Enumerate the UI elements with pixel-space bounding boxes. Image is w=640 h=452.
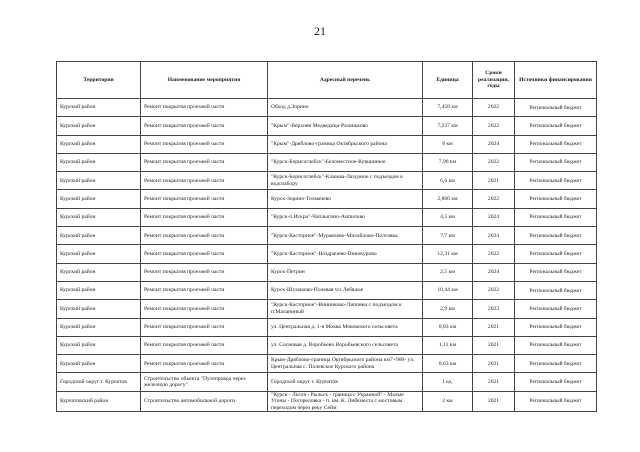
cell-term: 2021 xyxy=(473,336,515,354)
header-unit: Единица xyxy=(423,62,473,99)
table-row xyxy=(57,245,597,263)
header-row xyxy=(57,62,597,99)
table-row xyxy=(57,300,597,318)
cell-territory: Курский район xyxy=(57,227,141,245)
cell-territory: Курчатовский район xyxy=(57,391,141,411)
cell-measure: Ремонт покрытия проезжей части xyxy=(141,117,268,135)
cell-financing: Региональный бюджет xyxy=(515,281,597,299)
cell-address: ул. Сосновая д. Воробьево Воробьевского сельсовета xyxy=(268,336,423,354)
cell-territory: Курский район xyxy=(57,263,141,281)
cell-measure: Ремонт покрытия проезжей части xyxy=(141,281,268,299)
cell-territory: Курский район xyxy=(57,300,141,318)
table-row xyxy=(57,227,597,245)
cell-measure: Ремонт покрытия проезжей части xyxy=(141,208,268,226)
cell-measure: Строительство автомобильной дороги xyxy=(141,391,268,411)
table-body xyxy=(57,99,597,412)
cell-unit: 12,31 км xyxy=(423,245,473,263)
cell-financing: Региональный бюджет xyxy=(515,318,597,336)
cell-measure: Ремонт покрытия проезжей части xyxy=(141,172,268,190)
table-row xyxy=(57,355,597,373)
cell-territory: Курский район xyxy=(57,135,141,153)
cell-address: "Курск - Льгов - Рыльск - граница с Украиной" - Малые Угоны - Погореловка - п. им. К. Либкнехта с мостовым переходом через реку Сейм xyxy=(268,391,423,411)
cell-term: 2022 xyxy=(473,153,515,171)
table-row xyxy=(57,172,597,190)
page-number: 21 xyxy=(314,24,326,38)
header-territory: Территория xyxy=(57,62,141,99)
cell-territory: Курский район xyxy=(57,153,141,171)
table-row xyxy=(57,117,597,135)
table-row xyxy=(57,190,597,208)
cell-term: 2022 xyxy=(473,99,515,117)
cell-financing: Региональный бюджет xyxy=(515,227,597,245)
cell-measure: Ремонт покрытия проезжей части xyxy=(141,135,268,153)
cell-measure: Ремонт покрытия проезжей части xyxy=(141,336,268,354)
cell-territory: Курский район xyxy=(57,208,141,226)
cell-territory: Курский район xyxy=(57,117,141,135)
cell-financing: Региональный бюджет xyxy=(515,245,597,263)
cell-financing: Региональный бюджет xyxy=(515,172,597,190)
cell-address: Курск-Зорино-Толмачево xyxy=(268,190,423,208)
header-term: Сроки реализации, годы xyxy=(473,62,515,99)
cell-territory: Городской округ г. Курчатов xyxy=(57,373,141,391)
cell-unit: 4,5 км xyxy=(423,208,473,226)
cell-term: 2022 xyxy=(473,281,515,299)
cell-territory: Курский район xyxy=(57,245,141,263)
road-works-table xyxy=(56,61,597,412)
table-header xyxy=(57,62,597,99)
cell-term: 2024 xyxy=(473,263,515,281)
cell-address: Городской округ г. Курчатов xyxy=(268,373,423,391)
cell-address: ул. Центральная д. 1-я Моква Моковского сельсовета xyxy=(268,318,423,336)
cell-address: "Курск-Касторное"-Ноздрачево-Винокурово xyxy=(268,245,423,263)
cell-unit: 0,83 км xyxy=(423,318,473,336)
cell-unit: 6,6 км xyxy=(423,172,473,190)
cell-financing: Региональный бюджет xyxy=(515,208,597,226)
cell-territory: Курский район xyxy=(57,99,141,117)
cell-territory: Курский район xyxy=(57,355,141,373)
cell-unit: 2,9 км xyxy=(423,300,473,318)
table-row xyxy=(57,99,597,117)
cell-address: "Курск-п.Искра"-Чаплыгино-Анпилово xyxy=(268,208,423,226)
cell-measure: Ремонт покрытия проезжей части xyxy=(141,263,268,281)
cell-financing: Региональный бюджет xyxy=(515,153,597,171)
cell-term: 2021 xyxy=(473,172,515,190)
cell-term: 2022 xyxy=(473,117,515,135)
cell-territory: Курский район xyxy=(57,172,141,190)
cell-unit: 2 км xyxy=(423,391,473,411)
cell-unit: 7,458 км xyxy=(423,99,473,117)
cell-financing: Региональный бюджет xyxy=(515,117,597,135)
cell-unit: 7,237 км xyxy=(423,117,473,135)
cell-measure: Ремонт покрытия проезжей части xyxy=(141,318,268,336)
cell-territory: Курский район xyxy=(57,336,141,354)
cell-financing: Региональный бюджет xyxy=(515,135,597,153)
cell-address: Крым-Дряблово-граница Октябрьского района км7+900- ул. Центральная с. Полевское Курского района xyxy=(268,355,423,373)
cell-measure: Ремонт покрытия проезжей части xyxy=(141,245,268,263)
cell-measure: Ремонт покрытия проезжей части xyxy=(141,190,268,208)
table-row xyxy=(57,263,597,281)
cell-financing: Региональный бюджет xyxy=(515,373,597,391)
cell-address: Курск-Шумаково-Полевая ч/з Лебяжье xyxy=(268,281,423,299)
cell-financing: Региональный бюджет xyxy=(515,190,597,208)
cell-term: 2021 xyxy=(473,373,515,391)
header-measure: Наименование мероприятия xyxy=(141,62,268,99)
cell-term: 2022 xyxy=(473,245,515,263)
table-row xyxy=(57,391,597,411)
cell-unit: 7,7 км xyxy=(423,227,473,245)
table-row xyxy=(57,153,597,171)
cell-territory: Курский район xyxy=(57,190,141,208)
cell-term: 2021 xyxy=(473,318,515,336)
cell-measure: Строительство объекта "Путепровод через железную дорогу" xyxy=(141,373,268,391)
table-row xyxy=(57,208,597,226)
cell-address: Курск-Петрин xyxy=(268,263,423,281)
cell-financing: Региональный бюджет xyxy=(515,391,597,411)
cell-measure: Ремонт покрытия проезжей части xyxy=(141,227,268,245)
cell-address: "Курск-Борисоглебск"-Беломестное-Кувшинное xyxy=(268,153,423,171)
cell-territory: Курский район xyxy=(57,281,141,299)
cell-financing: Региональный бюджет xyxy=(515,355,597,373)
table-row xyxy=(57,373,597,391)
cell-address: "Курск-Борисоглебск"-Клюква-Лазурное с подъездом к водозабору xyxy=(268,172,423,190)
cell-unit: 0,63 км xyxy=(423,355,473,373)
cell-unit: 7,96 км xyxy=(423,153,473,171)
cell-address: "Курск-Касторное"-Винниково-Липовец с подъездом к п.Маланиный xyxy=(268,300,423,318)
cell-address: "Крым"-Верхняя Медведица-Разиньково xyxy=(268,117,423,135)
cell-term: 2021 xyxy=(473,391,515,411)
table-row xyxy=(57,336,597,354)
cell-address: "Курск-Касторное"-Муравлево-Михайлово-Полтавка xyxy=(268,227,423,245)
cell-term: 2022 xyxy=(473,190,515,208)
cell-measure: Ремонт покрытия проезжей части xyxy=(141,355,268,373)
header-financing: Источники финансирования xyxy=(515,62,597,99)
cell-term: 2024 xyxy=(473,208,515,226)
cell-address: Обход д.Зорино xyxy=(268,99,423,117)
table-row xyxy=(57,281,597,299)
cell-term: 2023 xyxy=(473,300,515,318)
table-row xyxy=(57,135,597,153)
cell-term: 2024 xyxy=(473,227,515,245)
cell-unit: 10,44 км xyxy=(423,281,473,299)
cell-financing: Региональный бюджет xyxy=(515,336,597,354)
cell-measure: Ремонт покрытия проезжей части xyxy=(141,153,268,171)
cell-unit: 8 км xyxy=(423,135,473,153)
cell-unit: 2,860 км xyxy=(423,190,473,208)
cell-unit: 2,5 км xyxy=(423,263,473,281)
cell-financing: Региональный бюджет xyxy=(515,99,597,117)
cell-financing: Региональный бюджет xyxy=(515,263,597,281)
cell-unit: 1 ед. xyxy=(423,373,473,391)
cell-measure: Ремонт покрытия проезжей части xyxy=(141,99,268,117)
cell-unit: 1,11 км xyxy=(423,336,473,354)
header-address: Адресный перечень xyxy=(268,62,423,99)
cell-territory: Курский район xyxy=(57,318,141,336)
cell-term: 2021 xyxy=(473,355,515,373)
cell-term: 2024 xyxy=(473,135,515,153)
cell-financing: Региональный бюджет xyxy=(515,300,597,318)
cell-address: "Крым"-Дряблово-граница Октябрьского района xyxy=(268,135,423,153)
table-row xyxy=(57,318,597,336)
cell-measure: Ремонт покрытия проезжей части xyxy=(141,300,268,318)
